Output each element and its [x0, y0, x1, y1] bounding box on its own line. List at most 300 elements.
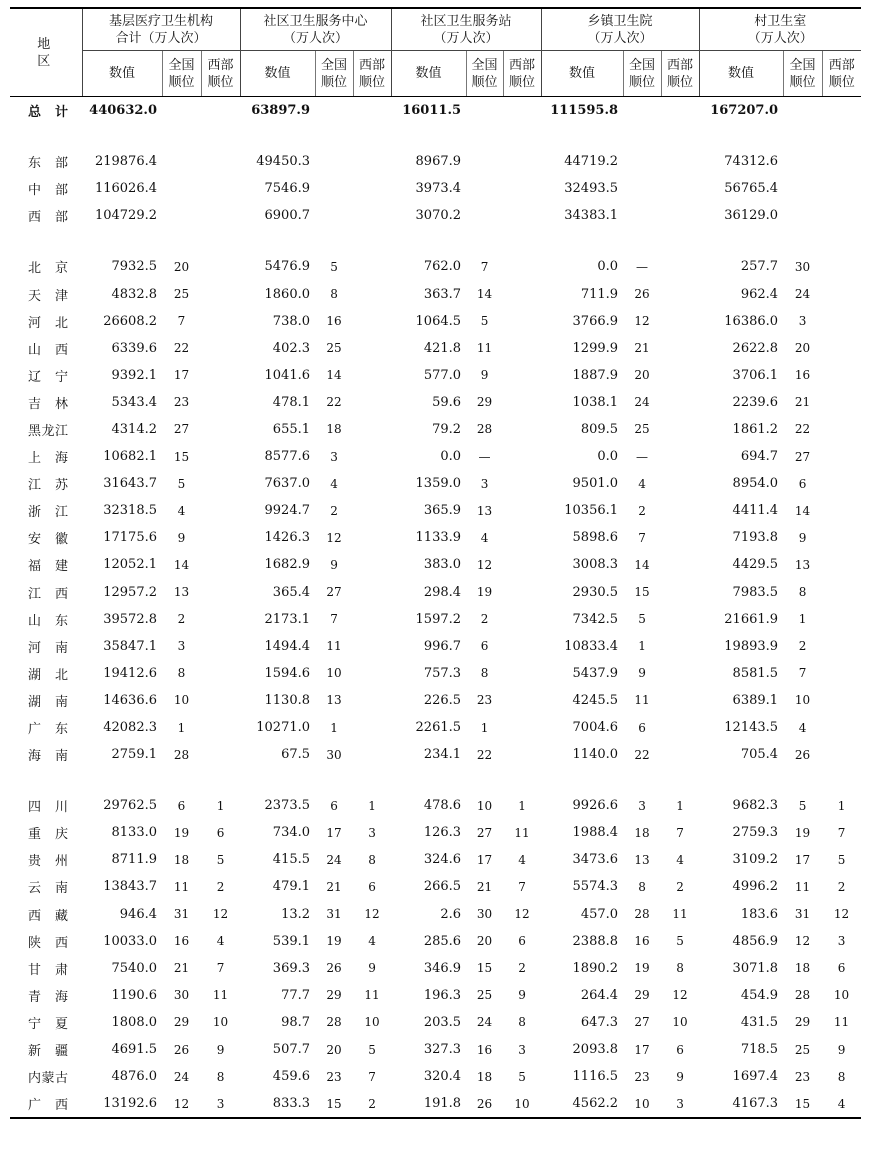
west-rank-cell: 9	[837, 1042, 846, 1057]
national-rank-cell: 3	[638, 798, 646, 813]
national-rank-cell	[466, 97, 503, 125]
west-rank-cell	[353, 497, 391, 524]
value-col-header: 数值	[541, 51, 623, 97]
value-cell: 7546.9	[264, 181, 311, 197]
national-rank-cell: 2	[638, 503, 646, 518]
west-rank-cell	[201, 175, 240, 202]
value-cell: 7193.8	[732, 530, 779, 546]
national-rank-cell: 20	[476, 934, 493, 949]
national-rank-cell: 12	[476, 557, 493, 572]
national-rank-cell: 8	[177, 666, 186, 681]
province-row	[10, 443, 861, 470]
rank-header-line: 顺位	[471, 74, 498, 90]
west-rank-cell: 2	[353, 1090, 391, 1118]
province-row	[10, 846, 861, 873]
region-name: 重 庆	[28, 827, 69, 843]
national-rank-cell: —	[636, 259, 649, 274]
rank-header-line: 西部	[359, 57, 386, 73]
value-cell: 365.9	[423, 503, 462, 519]
west-rank-cell	[661, 579, 699, 606]
west-rank-cell	[503, 280, 541, 307]
value-cell: 10271.0	[256, 720, 311, 736]
west-rank-cell: 6	[216, 825, 225, 840]
west-rank-cell	[201, 389, 240, 416]
west-rank-cell	[661, 524, 699, 551]
national-rank-cell: 3	[798, 314, 807, 329]
west-rank-cell: 5	[368, 1042, 376, 1057]
group-header	[699, 8, 861, 51]
west-rank-cell	[661, 308, 699, 335]
west-rank-cell	[353, 335, 391, 362]
national-rank-cell: 8	[480, 666, 489, 681]
national-rank-cell: 11	[173, 879, 190, 894]
west-rank-cell: 10	[364, 1015, 380, 1030]
value-cell: 1038.1	[572, 394, 619, 410]
region-name: 贵 州	[28, 854, 69, 870]
value-cell: 10682.1	[103, 449, 157, 465]
province-row	[10, 579, 861, 606]
region-name: 安 徽	[28, 532, 69, 548]
west-rank-cell	[201, 97, 240, 125]
west-rank-cell	[503, 633, 541, 660]
west-rank-cell	[201, 362, 240, 389]
value-cell: 2.6	[440, 906, 462, 922]
west-rank-cell	[503, 389, 541, 416]
national-rank-cell: 11	[476, 341, 493, 356]
value-cell: 5343.4	[111, 394, 157, 410]
region-name: 河 南	[28, 640, 69, 656]
national-rank-cell: 11	[794, 879, 811, 894]
west-rank-cell	[822, 253, 861, 280]
national-rank-cell	[783, 148, 822, 175]
west-rank-cell	[503, 606, 541, 633]
national-rank-cell: 27	[476, 825, 493, 840]
value-cell: 8133.0	[111, 825, 157, 841]
value-cell: 2388.8	[572, 933, 619, 949]
national-rank-col-header	[466, 51, 503, 97]
province-row	[10, 606, 861, 633]
national-rank-cell: 1	[480, 720, 489, 735]
national-rank-cell: 2	[330, 503, 338, 518]
west-rank-cell	[201, 687, 240, 714]
value-cell: 2173.1	[264, 611, 311, 627]
west-rank-col-header	[353, 51, 391, 97]
value-cell: 8954.0	[732, 476, 779, 492]
west-rank-cell	[201, 416, 240, 443]
national-rank-cell: 18	[476, 1069, 493, 1084]
west-rank-col-header	[201, 51, 240, 97]
province-row	[10, 633, 861, 660]
west-rank-cell	[503, 497, 541, 524]
value-cell: 647.3	[580, 1014, 619, 1030]
value-cell: 4314.2	[111, 421, 157, 437]
west-rank-cell	[661, 443, 699, 470]
west-rank-cell	[353, 202, 391, 229]
west-rank-cell	[353, 660, 391, 687]
national-rank-cell: 26	[173, 1042, 190, 1057]
group-title: 基层医疗卫生机构	[109, 13, 214, 29]
value-cell: 77.7	[281, 987, 311, 1003]
national-rank-cell: 23	[794, 1069, 811, 1084]
value-cell: 12957.2	[103, 584, 157, 600]
national-rank-cell: 21	[326, 879, 342, 894]
province-row	[10, 928, 861, 955]
value-cell: 6900.7	[264, 208, 311, 224]
value-cell: 203.5	[423, 1014, 462, 1030]
national-rank-cell	[623, 202, 661, 229]
national-rank-cell: 7	[638, 530, 646, 545]
national-rank-cell: 6	[177, 798, 186, 813]
value-cell: 1359.0	[415, 476, 462, 492]
value-cell: 49450.3	[256, 154, 311, 170]
national-rank-cell: 21	[794, 395, 811, 410]
national-rank-cell	[315, 97, 353, 125]
west-rank-cell	[201, 335, 240, 362]
national-rank-cell	[162, 97, 201, 125]
value-cell: 655.1	[272, 421, 311, 437]
national-rank-cell: 11	[634, 693, 650, 708]
region-name: 四 川	[28, 800, 69, 816]
value-cell: 56765.4	[724, 181, 779, 197]
national-rank-cell	[783, 202, 822, 229]
value-cell: 1890.2	[572, 960, 619, 976]
group-header	[82, 8, 240, 51]
national-rank-cell	[315, 148, 353, 175]
value-cell: 1130.8	[264, 692, 311, 708]
west-rank-cell: 8	[368, 852, 376, 867]
value-cell: 234.1	[423, 747, 462, 763]
west-rank-cell	[822, 524, 861, 551]
value-cell: 1494.4	[264, 638, 311, 654]
west-rank-cell: 1	[518, 798, 526, 813]
west-rank-cell: 11	[212, 988, 229, 1003]
west-rank-cell	[661, 416, 699, 443]
value-cell: 833.3	[240, 1090, 315, 1118]
value-cell: 6389.1	[732, 692, 779, 708]
group-title: 社区卫生服务中心	[263, 13, 368, 29]
west-rank-cell: 4	[216, 934, 225, 949]
value-cell: 126.3	[423, 825, 462, 841]
province-row	[10, 955, 861, 982]
value-cell: 1860.0	[264, 286, 311, 302]
west-rank-cell	[661, 687, 699, 714]
national-rank-cell: 22	[326, 395, 342, 410]
value-cell: 19412.6	[103, 665, 157, 681]
national-rank-cell	[162, 202, 201, 229]
west-rank-cell	[353, 524, 391, 551]
province-row	[10, 741, 861, 768]
value-cell: 183.6	[740, 906, 779, 922]
national-rank-cell: 1	[638, 639, 646, 654]
national-rank-cell: 22	[476, 747, 493, 762]
region-name: 吉 林	[28, 396, 69, 412]
value-cell: 8711.9	[111, 852, 157, 868]
value-cell: 36129.0	[724, 208, 779, 224]
national-rank-cell: 9	[330, 557, 338, 572]
west-rank-cell	[822, 416, 861, 443]
national-rank-cell	[623, 148, 661, 175]
national-rank-cell: 14	[794, 503, 811, 518]
value-cell: 196.3	[423, 987, 462, 1003]
value-cell: 2239.6	[732, 394, 779, 410]
west-rank-cell	[822, 280, 861, 307]
value-cell: 266.5	[423, 879, 462, 895]
province-row	[10, 660, 861, 687]
value-cell: 5437.9	[572, 665, 619, 681]
region-name: 东 部	[28, 156, 69, 172]
rank-header-line: 全国	[789, 57, 816, 73]
value-cell: 13.2	[281, 906, 311, 922]
west-rank-cell	[353, 416, 391, 443]
west-rank-cell	[822, 335, 861, 362]
west-rank-cell	[822, 687, 861, 714]
value-cell: 3071.8	[732, 960, 779, 976]
west-rank-cell	[503, 741, 541, 768]
province-row	[10, 982, 861, 1009]
west-rank-cell: 7	[676, 825, 684, 840]
value-cell: 1299.9	[572, 340, 619, 356]
national-rank-cell: 5	[330, 259, 338, 274]
west-rank-cell: 9	[368, 961, 376, 976]
west-rank-cell: 1	[837, 798, 846, 813]
value-cell: 2622.8	[732, 340, 779, 356]
region-name: 江 苏	[28, 478, 69, 494]
value-cell: 324.6	[423, 852, 462, 868]
west-rank-cell	[503, 148, 541, 175]
value-cell: 4691.5	[111, 1042, 157, 1058]
region-name: 上 海	[28, 451, 69, 467]
west-rank-cell	[201, 497, 240, 524]
national-rank-cell: 5	[798, 798, 807, 813]
value-cell: 3766.9	[572, 313, 619, 329]
value-cell: 1041.6	[264, 367, 311, 383]
value-cell: 1133.9	[415, 530, 462, 546]
value-cell: 3008.3	[572, 557, 619, 573]
value-cell: 42082.3	[103, 720, 157, 736]
west-rank-cell: 6	[837, 961, 846, 976]
value-cell: 705.4	[740, 747, 779, 763]
value-cell: 67.5	[281, 747, 311, 763]
west-rank-cell: 12	[672, 988, 688, 1003]
value-cell: 0.0	[440, 449, 462, 465]
value-cell: 7637.0	[264, 476, 311, 492]
west-rank-cell	[503, 551, 541, 578]
spacer-cell	[10, 768, 861, 792]
value-cell: 31643.7	[103, 476, 157, 492]
national-rank-cell: 17	[634, 1042, 650, 1057]
national-rank-cell: 5	[177, 476, 186, 491]
value-cell: 1426.3	[264, 530, 311, 546]
region-name: 福 建	[28, 559, 69, 575]
national-rank-cell: 17	[326, 825, 342, 840]
west-rank-cell	[353, 606, 391, 633]
west-rank-cell	[822, 470, 861, 497]
value-cell: 26608.2	[103, 313, 157, 329]
province-row	[10, 497, 861, 524]
national-rank-cell: 28	[326, 1015, 342, 1030]
west-rank-cell	[661, 97, 699, 125]
west-rank-cell	[822, 497, 861, 524]
group-subtitle: （万人次）	[433, 30, 499, 46]
national-rank-cell: 24	[634, 395, 650, 410]
value-cell: 257.7	[740, 259, 779, 275]
national-rank-cell	[623, 175, 661, 202]
value-cell: 507.7	[272, 1042, 311, 1058]
value-cell: 4167.3	[699, 1090, 783, 1118]
national-rank-cell: 17	[476, 852, 493, 867]
national-rank-cell: 15	[173, 449, 190, 464]
value-cell: 5898.6	[572, 530, 619, 546]
national-rank-cell: 19	[794, 825, 811, 840]
national-rank-cell: 9	[480, 368, 489, 383]
west-rank-cell	[353, 470, 391, 497]
value-cell: 4245.5	[572, 692, 619, 708]
west-rank-cell	[822, 175, 861, 202]
value-cell: 431.5	[740, 1014, 779, 1030]
west-rank-cell	[822, 202, 861, 229]
west-rank-cell: 9	[676, 1069, 684, 1084]
national-rank-cell: 2	[177, 612, 186, 627]
national-rank-cell: 4	[177, 503, 186, 518]
national-rank-cell: 4	[798, 720, 807, 735]
west-rank-cell	[503, 416, 541, 443]
value-cell: 7540.0	[111, 960, 157, 976]
west-rank-cell	[661, 714, 699, 741]
statistics-table-page	[10, 7, 861, 1119]
national-rank-cell: 22	[173, 341, 190, 356]
west-rank-cell	[201, 524, 240, 551]
rank-header-line: 顺位	[509, 74, 536, 90]
national-rank-cell: 15	[315, 1090, 353, 1118]
west-rank-cell	[503, 443, 541, 470]
west-rank-cell	[201, 579, 240, 606]
national-rank-cell: 24	[173, 1069, 190, 1084]
national-rank-col-header	[783, 51, 822, 97]
west-rank-cell: 3	[518, 1042, 526, 1057]
value-cell: 7342.5	[572, 611, 619, 627]
west-rank-cell	[661, 202, 699, 229]
region-name: 江 西	[28, 586, 69, 602]
province-row	[10, 819, 861, 846]
value-cell: 226.5	[423, 692, 462, 708]
national-rank-cell: 2	[798, 639, 807, 654]
province-row	[10, 416, 861, 443]
west-rank-cell	[353, 97, 391, 125]
value-cell: 21661.9	[724, 611, 779, 627]
west-rank-cell	[661, 280, 699, 307]
value-col-header: 数值	[699, 51, 783, 97]
region-name: 总 计	[28, 105, 69, 121]
value-cell: 39572.8	[103, 611, 157, 627]
value-cell: 320.4	[423, 1069, 462, 1085]
region-name: 浙 江	[28, 505, 69, 521]
value-cell: 32493.5	[564, 181, 619, 197]
national-rank-cell: 6	[480, 639, 489, 654]
value-cell: 5574.3	[572, 879, 619, 895]
national-rank-cell: 12	[794, 934, 811, 949]
value-cell: 104729.2	[94, 208, 157, 224]
region-name: 北 京	[28, 261, 69, 277]
west-rank-cell: 10	[212, 1015, 229, 1030]
value-cell: 8967.9	[415, 154, 462, 170]
rank-header-line: 顺位	[321, 74, 348, 90]
west-rank-cell: 5	[518, 1069, 526, 1084]
group-subtitle: （万人次）	[587, 30, 653, 46]
value-cell: 946.4	[119, 906, 157, 922]
value-cell: 7932.5	[111, 259, 157, 275]
west-rank-cell	[661, 253, 699, 280]
national-rank-cell: 20	[173, 259, 190, 274]
rank-header-line: 顺位	[168, 74, 195, 90]
rank-header-line: 顺位	[359, 74, 386, 90]
west-rank-cell	[503, 524, 541, 551]
west-rank-cell	[201, 633, 240, 660]
value-cell: 365.4	[272, 584, 311, 600]
value-cell: 457.0	[580, 906, 619, 922]
national-rank-cell: 7	[177, 314, 186, 329]
value-cell: 1861.2	[732, 421, 779, 437]
national-rank-cell: 10	[794, 693, 811, 708]
national-rank-cell: 12	[326, 530, 342, 545]
national-rank-cell: 1	[177, 720, 186, 735]
national-rank-cell: 30	[326, 747, 342, 762]
value-cell: 0.0	[597, 449, 619, 465]
west-rank-cell	[503, 335, 541, 362]
west-rank-cell	[353, 551, 391, 578]
value-cell: 12052.1	[103, 557, 157, 573]
west-rank-cell: 12	[212, 907, 229, 922]
west-rank-cell	[201, 308, 240, 335]
national-rank-cell: 5	[480, 314, 489, 329]
national-rank-cell: 1	[330, 720, 338, 735]
national-rank-cell: 21	[173, 961, 190, 976]
value-cell: 63897.9	[251, 103, 311, 119]
province-row	[10, 792, 861, 819]
province-row	[10, 1090, 861, 1118]
national-rank-cell: 20	[326, 1042, 342, 1057]
value-cell: 711.9	[580, 286, 619, 302]
west-rank-cell	[822, 362, 861, 389]
national-rank-cell: 4	[330, 476, 338, 491]
value-cell: 2930.5	[572, 584, 619, 600]
national-rank-cell: 13	[173, 585, 190, 600]
value-cell: 8577.6	[264, 449, 311, 465]
west-rank-cell: 11	[833, 1015, 850, 1030]
west-rank-cell: 4	[822, 1090, 861, 1118]
national-rank-cell: 15	[783, 1090, 822, 1118]
west-rank-cell	[822, 97, 861, 125]
value-col-header: 数值	[391, 51, 466, 97]
west-rank-cell	[353, 579, 391, 606]
national-rank-cell: 31	[794, 907, 811, 922]
value-cell: 1988.4	[572, 825, 619, 841]
west-rank-cell	[503, 687, 541, 714]
national-rank-cell	[783, 97, 822, 125]
value-cell: 191.8	[391, 1090, 466, 1118]
west-rank-cell: 3	[201, 1090, 240, 1118]
region-name: 广 东	[28, 722, 69, 738]
zone-row	[10, 202, 861, 229]
value-cell: 454.9	[740, 987, 779, 1003]
west-rank-cell: 2	[676, 879, 684, 894]
national-rank-cell: 15	[634, 585, 650, 600]
value-cell: 402.3	[272, 340, 311, 356]
national-rank-cell: 4	[638, 476, 646, 491]
group-header	[240, 8, 391, 51]
value-cell: 2759.3	[732, 825, 779, 841]
west-rank-cell: 9	[518, 988, 526, 1003]
value-cell: 10833.4	[564, 638, 619, 654]
